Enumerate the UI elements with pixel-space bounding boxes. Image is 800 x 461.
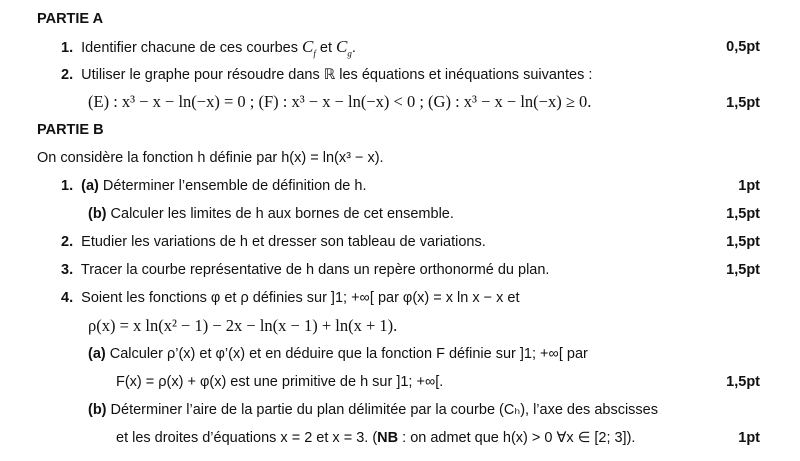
- q-number: 2.: [61, 67, 74, 83]
- q-label: (b): [88, 206, 107, 222]
- q-text-post: : on admet que h(x) > 0 ∀x ∈ [2; 3]).: [398, 430, 636, 446]
- q-text: Calculer ρ’(x) et φ’(x) et en déduire que la fonction F définie sur ]1; +∞[ par: [109, 346, 588, 362]
- part-a-q1: [61, 37, 356, 63]
- q-label: (a): [88, 346, 106, 362]
- points-b4a: 1,5pt: [726, 374, 760, 390]
- points-b2: 1,5pt: [726, 234, 760, 250]
- q-text-pre: et les droites d’équations x = 2 et x = 3. (: [116, 430, 378, 446]
- q-text: Soient les fonctions φ et ρ définies sur ]1; +∞[ par φ(x) = x ln x − x et: [81, 290, 520, 306]
- points-b4b: 1pt: [738, 430, 760, 446]
- math-cf: $C_f$: [302, 37, 316, 59]
- q-number: 2.: [61, 234, 74, 250]
- part-b-q4b: [88, 400, 658, 420]
- points-a1: 0,5pt: [726, 39, 760, 55]
- part-b-q1b: [88, 204, 454, 224]
- q-text: Etudier les variations de h et dresser son tableau de variations.: [81, 234, 486, 250]
- q-number: 3.: [61, 262, 74, 278]
- nb-label: NB: [377, 430, 399, 446]
- part-b-q4a-line2: F(x) = ρ(x) + φ(x) est une primitive de h sur ]1; +∞[.: [116, 374, 444, 390]
- points-b1a: 1pt: [738, 178, 760, 194]
- q-number: 4.: [61, 290, 74, 306]
- q-number: 1.: [61, 178, 74, 194]
- q-text: Utiliser le graphe pour résoudre dans ℝ les équations et inéquations suivantes :: [81, 67, 593, 83]
- q-label: (b): [88, 402, 107, 418]
- q-number: 1.: [61, 40, 74, 56]
- part-a-heading: PARTIE A: [37, 11, 104, 27]
- q-end: .: [351, 40, 356, 56]
- q-text: Déterminer l’ensemble de définition de h.: [102, 178, 367, 194]
- q-text: Déterminer l’aire de la partie du plan délimitée par la courbe (Cₕ), l’axe des abscisses: [110, 402, 658, 418]
- math-cg: $C_g$: [336, 37, 352, 59]
- q-text: Tracer la courbe représentative de h dans un repère orthonormé du plan.: [80, 262, 550, 278]
- part-b-q2: [61, 232, 486, 252]
- points-b1b: 1,5pt: [726, 206, 760, 222]
- rho-definition: ρ(x) = x ln(x² − 1) − 2x − ln(x − 1) + ln(x + 1).: [88, 316, 398, 335]
- equations-efg: (E) : x³ − x − ln(−x) = 0 ; (F) : x³ − x − ln(−x) < 0 ; (G) : x³ − x − ln(−x) ≥ 0.: [88, 92, 592, 111]
- part-b-q3: [61, 260, 549, 280]
- part-b-q4a: [88, 344, 588, 364]
- part-a-q2: [61, 65, 592, 85]
- q-text-mid: et: [319, 40, 332, 56]
- part-b-intro: On considère la fonction h définie par h(x) = ln(x³ − x).: [37, 150, 384, 166]
- part-b-q4: [61, 288, 520, 308]
- q-text: Calculer les limites de h aux bornes de cet ensemble.: [110, 206, 454, 222]
- points-b3: 1,5pt: [726, 262, 760, 278]
- points-a2: 1,5pt: [726, 95, 760, 111]
- part-b-heading: PARTIE B: [37, 122, 104, 138]
- part-b-q4b-line2: [116, 428, 635, 448]
- q-text: Identifier chacune de ces courbes: [81, 40, 298, 56]
- part-b-q1a: [61, 176, 367, 196]
- q-label: (a): [81, 178, 99, 194]
